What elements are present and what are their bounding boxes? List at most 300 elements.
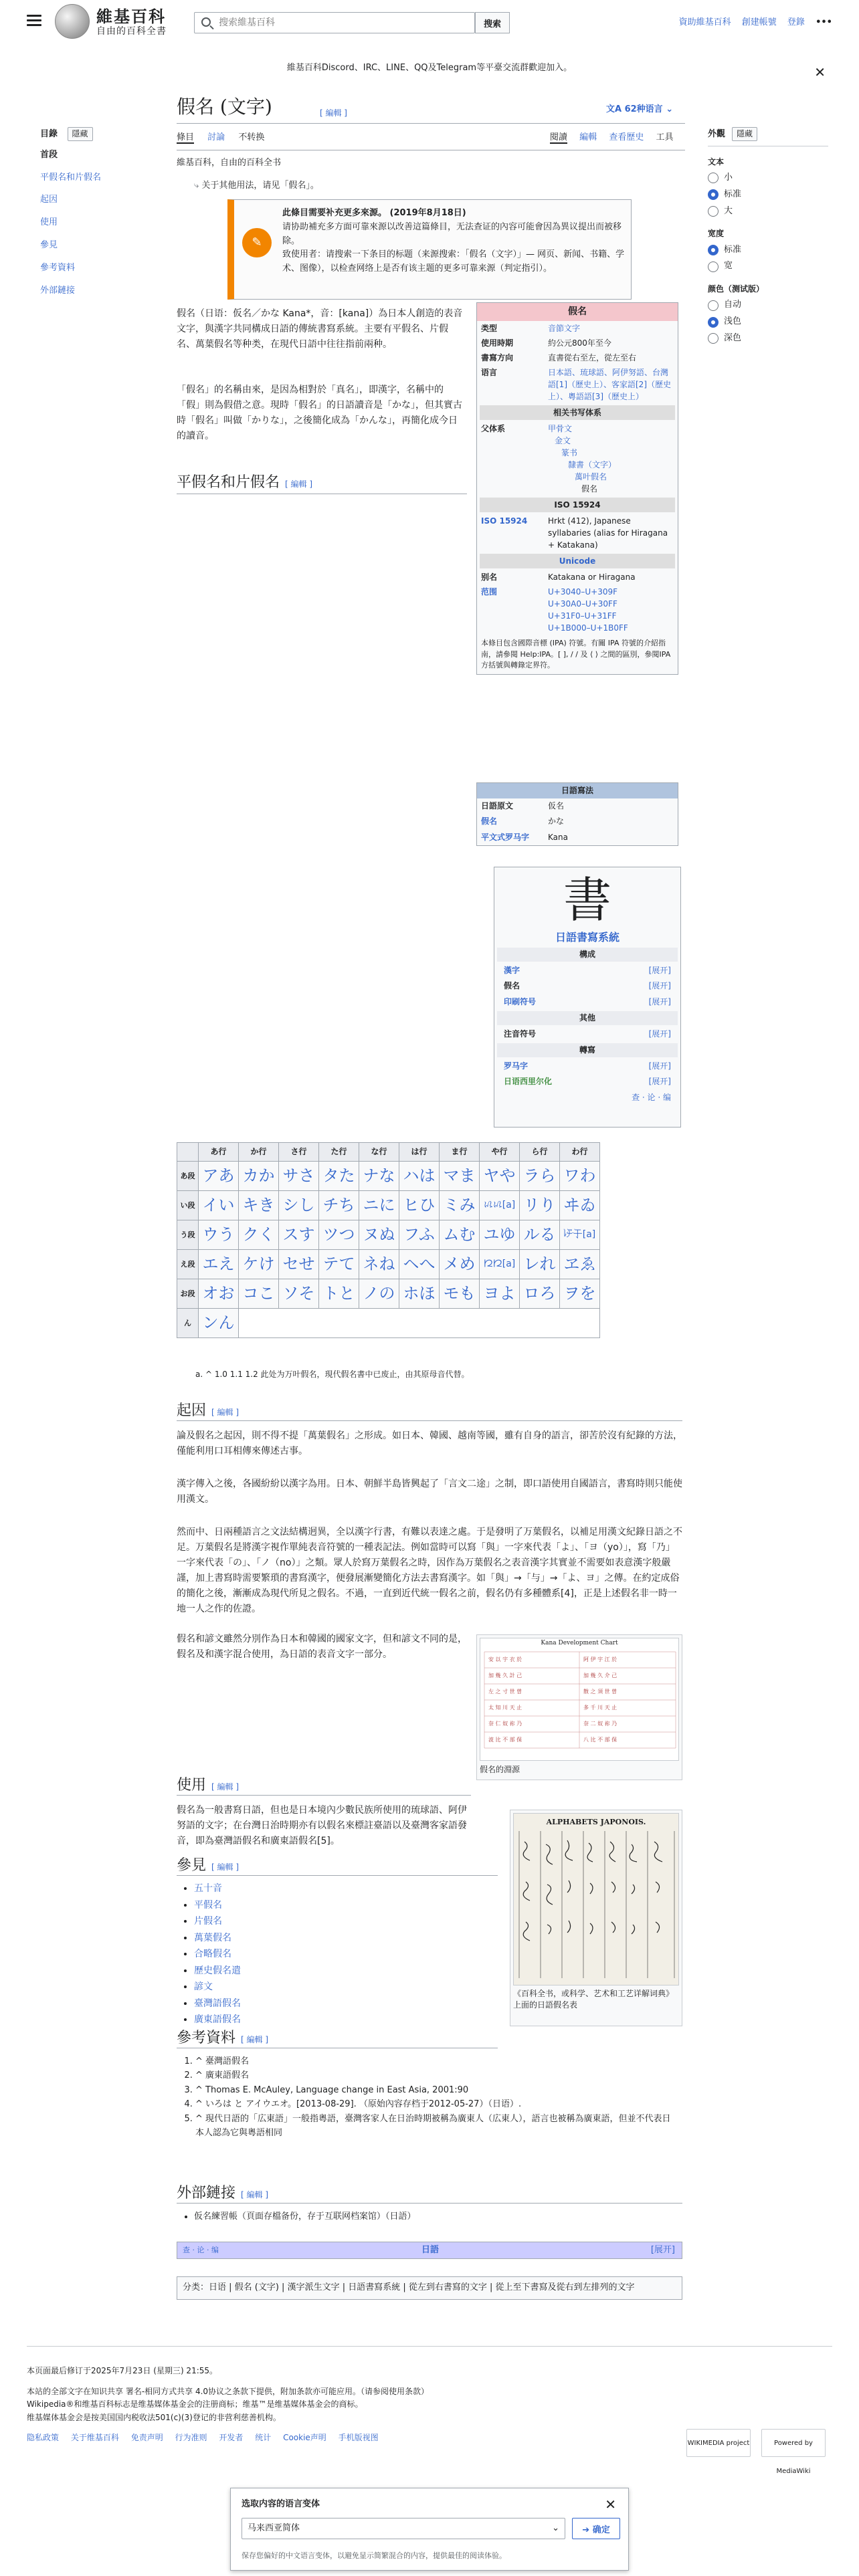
disambiguation-hatnote: [194, 179, 319, 193]
kana-cell[interactable]: サさ: [279, 1162, 319, 1191]
kana-cell[interactable]: ホほ: [399, 1279, 440, 1309]
kana-cell[interactable]: ミみ: [440, 1191, 480, 1220]
appearance-hide-button[interactable]: 隱藏: [732, 127, 757, 141]
parent-system[interactable]: 甲骨文: [548, 424, 573, 433]
hatnote-text: 关于其他用法，请见「假名」。: [201, 181, 319, 191]
section-divider: [177, 2203, 682, 2204]
radio-label: 大: [724, 205, 733, 216]
infobox-value: 約公元800年至今: [548, 338, 611, 348]
width-standard-radio[interactable]: [708, 243, 828, 257]
translate-icon: 文A: [606, 104, 625, 114]
see-also-link[interactable]: 萬葉假名: [194, 1932, 231, 1943]
site-notice: 維基百科Discord、IRC、LINE、QQ及Telegram等平臺交流群歡迎加入。: [286, 63, 573, 73]
toc-item[interactable]: 參見: [40, 239, 58, 250]
navbox-item[interactable]: 印刷符号: [504, 996, 537, 1006]
text-size-standard-radio[interactable]: [708, 188, 828, 202]
create-account-link[interactable]: 創建帳號: [741, 17, 777, 27]
navbox-row: [494, 1027, 680, 1042]
tab-talk[interactable]: 討論: [207, 132, 225, 142]
kana-cell[interactable]: スす: [279, 1220, 319, 1250]
logo-title[interactable]: 維基百科: [96, 7, 166, 26]
toc-item[interactable]: 外部鏈接: [40, 285, 76, 296]
navbox-item[interactable]: 日语西里尔化: [504, 1077, 553, 1087]
section-heading: [177, 1774, 239, 1797]
page-title: 假名 (文字): [177, 96, 272, 118]
kana-cell[interactable]: 𛄟𛄢[a]: [560, 1220, 600, 1250]
box-row: [477, 830, 678, 845]
expand-button[interactable]: [展开]: [648, 981, 671, 991]
table-column-header: た行: [319, 1143, 359, 1162]
kana-cell[interactable]: ツつ: [319, 1220, 359, 1250]
kana-cell[interactable]: マま: [440, 1162, 480, 1191]
confirm-button[interactable]: [572, 2518, 620, 2539]
kana-cell[interactable]: ムむ: [440, 1220, 480, 1250]
kana-cell[interactable]: ロろ: [520, 1279, 560, 1309]
text-size-small-radio[interactable]: [708, 171, 828, 185]
navbox-vte-links[interactable]: 查 · 论 · 编: [183, 2246, 219, 2254]
section-title: 平假名和片假名: [177, 474, 280, 491]
table-header-row: [177, 1143, 600, 1162]
navbox-item[interactable]: 罗马字: [504, 1061, 529, 1071]
toc-item[interactable]: 參考資料: [40, 262, 76, 273]
radio-label: 浅色: [724, 316, 742, 327]
see-also-link[interactable]: 諺文: [194, 1981, 213, 1992]
login-link[interactable]: 登錄: [787, 17, 805, 27]
svg-text:散 之 須 世 曽: 散 之 須 世 曽: [583, 1689, 617, 1695]
box-value: かな: [548, 817, 565, 827]
infobox: [476, 302, 678, 675]
kana-cell[interactable]: キき: [239, 1191, 279, 1220]
title-edit-link[interactable]: [ 編輯 ]: [320, 108, 347, 118]
infobox-key[interactable]: ISO 15924: [481, 516, 528, 526]
reference-item: 2. ^ 廣東語假名: [195, 2068, 676, 2082]
kana-cell[interactable]: ヨよ: [480, 1279, 520, 1309]
table-column-header: な行: [359, 1143, 399, 1162]
radio-label: 标准: [724, 244, 742, 255]
confirm-label: 确定: [592, 2525, 610, 2535]
kana-cell[interactable]: ハは: [399, 1162, 440, 1191]
last-modified: 本页面最后修订于2025年7月23日 (星期三) 21:55。: [27, 2366, 218, 2375]
footer-link[interactable]: 关于维基百科: [70, 2433, 119, 2442]
table-column-header: や行: [480, 1143, 520, 1162]
parent-system[interactable]: 金文: [555, 436, 571, 445]
section-edit-link[interactable]: [ 編輯 ]: [211, 1408, 240, 1417]
chart-image-title: Kana Development Chart: [541, 1640, 618, 1646]
table-row: [177, 1191, 600, 1220]
wikipedia-globe-logo[interactable]: [55, 4, 90, 39]
table-row-header: え段: [177, 1250, 199, 1279]
kana-cell[interactable]: クく: [239, 1220, 279, 1250]
toc-title: 目錄: [40, 129, 58, 139]
section-heading: [177, 471, 312, 494]
color-auto-radio[interactable]: [708, 298, 828, 312]
toc-hide-button[interactable]: 隱藏: [68, 127, 93, 141]
infobox-section[interactable]: Unicode: [480, 554, 675, 568]
radio-icon: [708, 206, 719, 217]
navbox-character: 書: [563, 872, 611, 928]
navbox-item: 假名: [504, 981, 520, 991]
expand-button[interactable]: [展开]: [648, 966, 671, 976]
alphabet-figure: [510, 1810, 682, 2026]
table-column-header: ら行: [520, 1143, 560, 1162]
expand-button[interactable]: [展开]: [648, 996, 671, 1006]
expand-button[interactable]: [展开]: [648, 1061, 671, 1071]
svg-text:加 幾 久 計 己: 加 幾 久 計 己: [488, 1673, 522, 1679]
color-dark-radio[interactable]: [708, 332, 828, 346]
svg-text:八 比 不 部 保: 八 比 不 部 保: [583, 1737, 617, 1743]
section-title: 起因: [177, 1402, 207, 1419]
section-title: 參考資料: [177, 2030, 236, 2046]
donate-link[interactable]: 資助維基百科: [678, 17, 731, 27]
infobox-key[interactable]: 范围: [481, 587, 498, 597]
section-heading: [177, 2181, 268, 2205]
svg-text:奈 二 奴 祢 乃: 奈 二 奴 祢 乃: [583, 1721, 617, 1727]
navbox-section: 其他: [497, 1011, 678, 1025]
language-count: 62种语言: [624, 104, 663, 114]
kana-cell[interactable]: ヤや: [480, 1162, 520, 1191]
license-text: 本站的全部文字在知识共享 署名-相同方式共享 4.0协议之条款下提供，附加条款亦可能应用。（请参阅使用条款）: [27, 2387, 430, 2397]
unicode-range-link[interactable]: U+31F0–U+31FF: [548, 611, 617, 621]
kana-cell[interactable]: モも: [440, 1279, 480, 1309]
tab-article[interactable]: 條目: [177, 132, 195, 142]
kana-cell[interactable]: ネね: [359, 1250, 399, 1279]
parent-system[interactable]: 萬叶假名: [575, 472, 607, 481]
search-box: [194, 12, 475, 33]
radio-icon: [708, 261, 719, 272]
radio-icon: [708, 300, 719, 311]
table-column-header: か行: [239, 1143, 279, 1162]
kana-cell[interactable]: ラら: [520, 1162, 560, 1191]
section-heading: [177, 1854, 239, 1877]
kana-cell[interactable]: ヲを: [560, 1279, 600, 1309]
radio-selected-icon: [708, 317, 719, 328]
navbox-row: [494, 963, 680, 978]
kana-cell[interactable]: 𛀆𛀆[a]: [480, 1191, 520, 1220]
toc-item[interactable]: 使用: [40, 217, 58, 228]
appearance-title: 外觀: [708, 129, 726, 139]
svg-text:多 千 川 天 止: 多 千 川 天 止: [583, 1705, 617, 1711]
section-divider: [177, 1795, 471, 1796]
variant-selected-value: 马来西亚简体: [248, 2523, 300, 2533]
table-row-header: ん: [177, 1309, 199, 1338]
color-light-radio[interactable]: [708, 315, 828, 329]
unicode-range-link[interactable]: U+30A0–U+30FF: [548, 599, 617, 609]
navbox-section: 轉寫: [497, 1043, 678, 1057]
infobox-key: 書寫方向: [481, 353, 514, 362]
parent-system[interactable]: 篆书: [561, 448, 578, 457]
toc-item[interactable]: 起因: [40, 195, 58, 205]
kana-cell[interactable]: ヱゑ: [560, 1250, 600, 1279]
table-row-header: う段: [177, 1220, 199, 1250]
section-title: 參見: [177, 1857, 207, 1874]
box-value: 仮名: [548, 801, 565, 811]
navbox-item: 注音符号: [504, 1029, 537, 1039]
disambiguation-icon: ⤷: [194, 181, 202, 191]
footer-link[interactable]: 统计: [255, 2433, 272, 2442]
kana-cell[interactable]: コこ: [239, 1279, 279, 1309]
kana-cell[interactable]: タた: [319, 1162, 359, 1191]
parent-system[interactable]: 隸書（文字）: [568, 460, 617, 469]
kana-cell[interactable]: ユゆ: [480, 1220, 520, 1250]
section-edit-link[interactable]: [ 編輯 ]: [285, 479, 313, 489]
ipa-note: 本條目包含國際音標 (IPA) 符號。有關 IPA 符號的介紹指南，請參閱 Help:IPA。[ ], / / 及 ⟨ ⟩ 之間的區別，參閱IPA方括號與轉錄定界符。: [481, 639, 671, 669]
notice-line-3: 致使用者：请搜索一下条目的标题（来源搜索：「假名（文字）」— 网页、新闻、书籍、学术、图像），以检查网络上是否有该主题的更多可靠来源（判定指引）。: [282, 249, 625, 274]
tab-history[interactable]: 查看歷史: [609, 132, 644, 142]
footer-link[interactable]: 开发者: [219, 2433, 244, 2442]
kana-cell[interactable]: ヘへ: [399, 1250, 440, 1279]
unicode-range-link[interactable]: U+1B000–U+1B0FF: [548, 623, 628, 633]
color-label: 颜色（测试版）: [708, 284, 765, 294]
radio-icon: [708, 173, 719, 183]
kana-cell[interactable]: レれ: [520, 1250, 560, 1279]
kana-cell[interactable]: ナな: [359, 1162, 399, 1191]
text-size-label: 文本: [708, 156, 725, 167]
svg-text:波 比 不 部 保: 波 比 不 部 保: [488, 1737, 522, 1743]
table-column-header: は行: [399, 1143, 440, 1162]
intro-paragraph-1: 假名（日语：仮名／かな Kana*，音：[kana]）為日本人創造的表音文字，與漢字共同構成日語的傳統書寫系統。主要有平假名、片假名、萬葉假名等种类，在現代日語中往往指前兩种。: [177, 308, 463, 350]
see-also-link[interactable]: 歷史假名遣: [194, 1965, 241, 1976]
powered-by-mediawiki-badge[interactable]: Powered by MediaWiki: [761, 2429, 826, 2457]
figure-caption: 《百科全书，或科学、艺术和工艺详解词典》上面的日語假名表: [513, 1989, 674, 2010]
see-also-link[interactable]: 廣東語假名: [194, 2014, 241, 2025]
close-icon[interactable]: ✕: [605, 2496, 616, 2512]
external-links-list: [181, 2210, 676, 2224]
table-of-contents: [40, 127, 147, 306]
infobox-key: 类型: [481, 324, 498, 333]
search-button[interactable]: 搜索: [475, 12, 510, 33]
radio-label: 深色: [724, 332, 742, 343]
table-row: [177, 1220, 600, 1250]
radio-icon: [708, 333, 719, 344]
title-divider: [177, 123, 685, 124]
kana-cell[interactable]: トと: [319, 1279, 359, 1309]
table-row-header: あ段: [177, 1162, 199, 1191]
svg-text:奈 仁 奴 祢 乃: 奈 仁 奴 祢 乃: [488, 1721, 522, 1727]
kana-cell[interactable]: イい: [199, 1191, 239, 1220]
footer-link[interactable]: 行为准则: [175, 2433, 207, 2442]
footer-link[interactable]: 隐私政策: [27, 2433, 60, 2442]
navbox-title[interactable]: 日語: [421, 2245, 439, 2255]
svg-text:太 知 川 天 止: 太 知 川 天 止: [488, 1705, 522, 1711]
infobox-value: Hrkt (412), Japanese syllabaries (alias for Hiragana + Katakana): [548, 516, 668, 550]
notice-line-2: 请协助補充多方面可靠來源以改善這篇條目，无法查证的內容可能會因為異议提出而被移除。: [282, 221, 622, 246]
width-wide-radio[interactable]: [708, 259, 828, 274]
unicode-range-link[interactable]: U+3040–U+309F: [548, 587, 618, 597]
kana-cell[interactable]: リり: [520, 1191, 560, 1220]
kana-cell[interactable]: ルる: [520, 1220, 560, 1250]
wikimedia-project-badge[interactable]: WIKIMEDIA project: [686, 2429, 751, 2457]
expand-button[interactable]: [展开]: [648, 1029, 671, 1039]
text-size-large-radio[interactable]: [708, 205, 828, 219]
infobox-value: 直書從右至左，從左至右: [548, 353, 637, 362]
japanese-navbox: [177, 2242, 682, 2259]
kana-cell[interactable]: 𛀁𛀁[a]: [480, 1250, 520, 1279]
kana-cell[interactable]: エえ: [199, 1250, 239, 1279]
footer-links: [27, 2432, 388, 2444]
arrow-right-icon: ➔: [582, 2525, 593, 2535]
kana-cell[interactable]: ヒひ: [399, 1191, 440, 1220]
radio-label: 小: [724, 172, 733, 183]
see-also-link[interactable]: 五十音: [194, 1883, 222, 1894]
radio-selected-icon: [708, 189, 719, 200]
kana-cell[interactable]: セせ: [279, 1250, 319, 1279]
infobox-title: 假名: [477, 303, 678, 321]
section-edit-link[interactable]: [ 編輯 ]: [241, 2190, 269, 2199]
kana-cell[interactable]: ヌぬ: [359, 1220, 399, 1250]
variant-select[interactable]: [242, 2518, 565, 2539]
navbox-row: [494, 994, 680, 1010]
kana-cell[interactable]: ケけ: [239, 1250, 279, 1279]
kana-cell[interactable]: オお: [199, 1279, 239, 1309]
user-links: [671, 16, 832, 30]
table-column-header: さ行: [279, 1143, 319, 1162]
empty-cell: [239, 1309, 600, 1338]
reference-item: 3. ^ Thomas E. McAuley, Language change in East Asia, 2001:90: [195, 2083, 676, 2097]
dialog-title: 选取内容的语言变体: [242, 2499, 320, 2509]
infobox-value[interactable]: 音節文字: [548, 324, 581, 333]
table-row: [177, 1279, 600, 1309]
navbox-title[interactable]: 日語書寫系統: [555, 931, 619, 944]
infobox-key: 语言: [481, 368, 498, 377]
tab-read[interactable]: 閱讀: [550, 132, 568, 142]
more-options-icon[interactable]: •••: [816, 17, 832, 27]
kana-cell[interactable]: メめ: [440, 1250, 480, 1279]
section-heading: [177, 1399, 239, 1422]
table-column-header: あ行: [199, 1143, 239, 1162]
box-row: [477, 814, 678, 829]
tab-edit[interactable]: 編輯: [579, 132, 597, 142]
width-label: 宽度: [708, 229, 725, 239]
alphabets-japonois-image[interactable]: [513, 1813, 679, 1985]
section-edit-link[interactable]: [ 編輯 ]: [211, 1862, 240, 1872]
tab-variant[interactable]: 不转换: [238, 132, 265, 142]
category-links[interactable]: 分类：日语 | 假名 (文字) | 漢字派生文字 | 日語書寫系統 | 從左到右書寫的文字 | 從上至下書寫及從右到左排列的文字: [177, 2276, 682, 2300]
table-row: [177, 1309, 600, 1338]
see-also-link[interactable]: 臺灣語假名: [194, 1998, 241, 2009]
see-also-list: [181, 1881, 381, 2028]
from-wikipedia-tagline: 維基百科，自由的百科全书: [177, 158, 282, 168]
infobox-row: [477, 350, 678, 365]
kana-cell[interactable]: ニに: [359, 1191, 399, 1220]
kana-cell[interactable]: シし: [279, 1191, 319, 1220]
kana-chart-figure: [476, 1634, 682, 1780]
main-menu-icon[interactable]: [27, 15, 41, 27]
search-input[interactable]: [217, 15, 465, 31]
kana-cell[interactable]: テて: [319, 1250, 359, 1279]
see-also-link[interactable]: 合略假名: [194, 1949, 231, 1959]
table-footnote: a. ^ 1.0 1.1 1.2 此处为万叶假名，現代假名書中已废止，由其原母音代替。: [195, 1370, 470, 1379]
toc-item[interactable]: 首段: [40, 149, 58, 160]
section-title: 外部鏈接: [177, 2185, 236, 2202]
unicode-ranges: [548, 586, 674, 634]
parent-system: 假名: [581, 484, 598, 494]
kana-cell[interactable]: カか: [239, 1162, 279, 1191]
svg-text:加 幾 久 介 己: 加 幾 久 介 己: [583, 1673, 617, 1679]
section-divider: [177, 1420, 682, 1421]
language-button[interactable]: [606, 103, 673, 117]
reference-item: 4. ^ いろは と アイウエオ。[2013-08-29]. （原始內容存档于2012-05-27）（日语）.: [195, 2097, 676, 2111]
infobox-row: [477, 421, 678, 496]
infobox-value[interactable]: 日本語、琉球語、阿伊努語、台灣語[1]（歷史上）、客家語[2]（歷史上）、粵語語[3]（歷史上）: [548, 368, 671, 401]
external-link[interactable]: • 仮名練習帳（頁面存檔备份，存于互联网档案馆）（日語）: [194, 2210, 676, 2224]
kana-cell[interactable]: ヰゐ: [560, 1191, 600, 1220]
kana-cell[interactable]: フふ: [399, 1220, 440, 1250]
expand-button[interactable]: [展开]: [648, 1077, 671, 1087]
section-edit-link[interactable]: [ 編輯 ]: [211, 1782, 240, 1792]
kana-cell[interactable]: ウう: [199, 1220, 239, 1250]
table-row: [177, 1162, 600, 1191]
kana-cell[interactable]: アあ: [199, 1162, 239, 1191]
navbox-row: [494, 1059, 680, 1074]
notice-text: [282, 207, 628, 276]
trademark-text: Wikipedia®和维基百科标志是维基媒体基金会的注册商标；维基™是维基媒体基金会的商标。: [27, 2399, 363, 2409]
appearance-heading: [708, 127, 828, 142]
expand-button[interactable]: [展开]: [650, 2245, 675, 2255]
plate-title: ALPHABETS JAPONOIS.: [546, 1818, 646, 1826]
kana-cell[interactable]: ンん: [199, 1309, 239, 1338]
footer-link[interactable]: 手机版视图: [338, 2433, 379, 2442]
navbox-row: [494, 1074, 680, 1089]
references-list: [181, 2054, 676, 2141]
logo-subtitle: 自由的百科全書: [96, 26, 167, 37]
search-icon: [201, 17, 211, 27]
see-also-link[interactable]: 平假名: [194, 1899, 222, 1911]
box-key[interactable]: 平文式罗马字: [481, 832, 530, 842]
refimprove-notice: [227, 199, 632, 300]
table-corner: [177, 1143, 199, 1162]
view-tabs: [541, 131, 673, 145]
box-key[interactable]: 假名: [481, 817, 498, 827]
toc-item[interactable]: 平假名和片假名: [40, 172, 102, 183]
footer-link[interactable]: Cookie声明: [283, 2433, 326, 2442]
infobox-key: 别名: [481, 572, 498, 582]
close-icon[interactable]: ✕: [814, 64, 826, 80]
infobox-value: Katakana or Hiragana: [548, 572, 636, 582]
box-value: Kana: [548, 832, 568, 842]
chart-grid-graphic: [480, 1648, 680, 1759]
navbox-vte-links[interactable]: 查 · 论 · 编: [632, 1092, 671, 1102]
footer-info: [27, 2365, 696, 2424]
infobox-section: ISO 15924: [480, 498, 675, 512]
parent-systems-tree: [548, 423, 674, 495]
section-edit-link[interactable]: [ 編輯 ]: [241, 2035, 269, 2044]
infobox-section: 相关书写体系: [480, 405, 675, 420]
see-also-link[interactable]: 片假名: [194, 1916, 222, 1927]
kana-cell[interactable]: ソそ: [279, 1279, 319, 1309]
warning-icon: ✎: [242, 228, 272, 257]
foundation-text: 维基媒体基金会是按美国国内税收法501(c)(3)登记的非营利慈善机构。: [27, 2412, 281, 2422]
table-row: [177, 1250, 600, 1279]
gojuon-table: [177, 1142, 600, 1338]
section-divider: [177, 1875, 498, 1876]
navbox-item[interactable]: 漢字: [504, 966, 520, 976]
kana-cell[interactable]: ノの: [359, 1279, 399, 1309]
navbox-section: 構成: [497, 948, 678, 962]
tab-tools[interactable]: 工具: [656, 132, 674, 142]
origin-paragraph-4: 假名和諺文雖然分別作為日本和韓國的國家文字，但和諺文不同的是，假名及和漢字混合使用，為日語的表音文字一部分。: [177, 1634, 467, 1660]
navbox-row: [494, 978, 680, 994]
footer-link[interactable]: 免责声明: [130, 2433, 163, 2442]
namespace-tabs: [177, 131, 275, 145]
writing-system-navbox: [494, 867, 681, 1128]
kana-cell[interactable]: ワわ: [560, 1162, 600, 1191]
kana-development-chart-image[interactable]: [480, 1638, 679, 1761]
kana-cell[interactable]: チち: [319, 1191, 359, 1220]
box-row: [477, 798, 678, 814]
chevron-down-icon: ⌄: [552, 2523, 559, 2533]
table-column-header: ま行: [440, 1143, 480, 1162]
origin-paragraph-3: 然而中、日兩種語言之文法結構迥異，全以漢字行書，有難以表達之處。于是發明了万葉假名，以補足用漢文紀錄日語之不足。万葉假名是將漢字視作單純表音符號的一種表記法。例如當時可以寫「與」一字來代表「よ」、「ヨ（yo）」，寫「乃」一字來代表「の」、「ノ（no）」之類。眾人於寫万葉假名之時，因作為万葉假名之表音漢字其實並不需要如表意漢字般嚴謹，加上書寫時需要繁瑣的書寫漢字，便發展漸變簡化方法去書寫漢字。如「與」→「与」→「よ、ヨ」之傳。在約定成俗的簡化之後，漸漸成為現代所見之假名。不過，一直到近代統一假名之前，假名仍有多種體系[4]，正是上述假名非一時一地一人之作的佐證。: [177, 1527, 682, 1615]
